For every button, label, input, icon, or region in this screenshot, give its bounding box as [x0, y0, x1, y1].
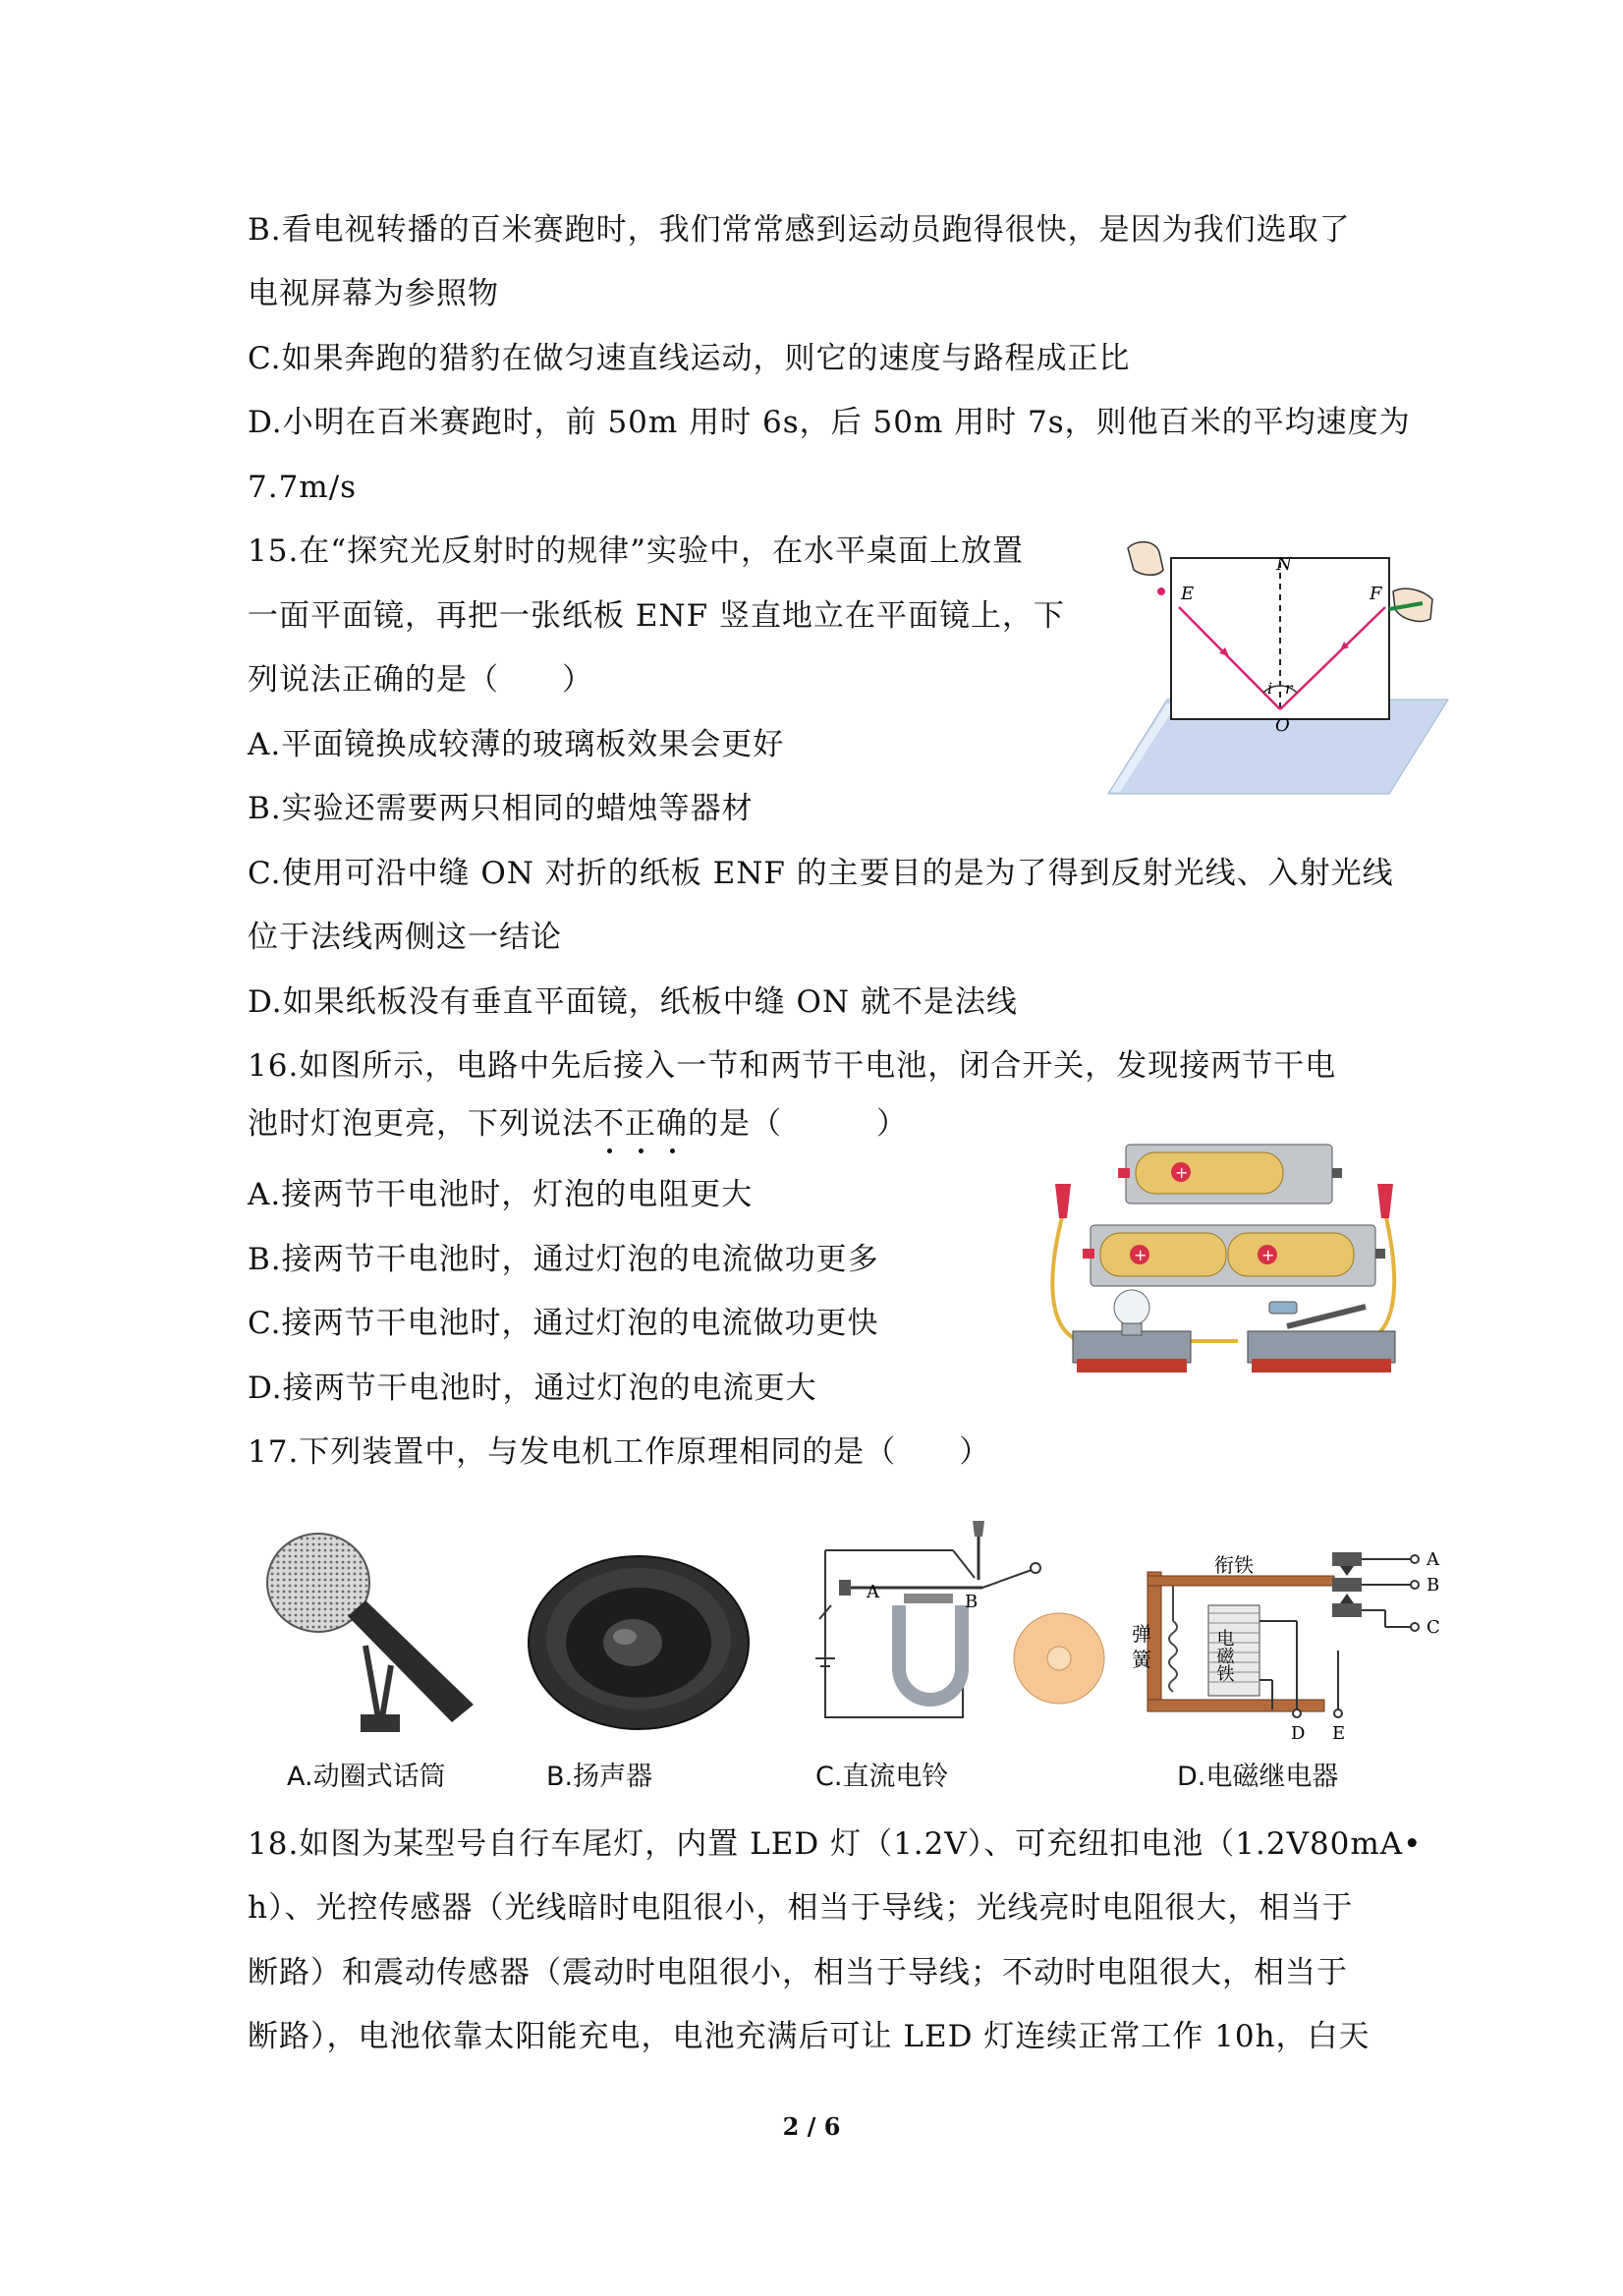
- q16-option-b: B.接两节干电池时，通过灯泡的电流做功更多: [248, 1242, 879, 1277]
- svg-text:+: +: [1175, 1163, 1189, 1182]
- label-spring-2: 簧: [1132, 1648, 1151, 1671]
- clip-right-icon: [1377, 1184, 1393, 1218]
- label-r: r: [1285, 679, 1293, 698]
- q18-stem-line4: 断路），电池依靠太阳能充电，电池充满后可让 LED 灯连续正常工作 10h，白天: [248, 2019, 1371, 2054]
- q14-option-c: C.如果奔跑的猎豹在做匀速直线运动，则它的速度与路程成正比: [248, 341, 1131, 376]
- q15-option-c-line1: C.使用可沿中缝 ON 对折的纸板 ENF 的主要目的是为了得到反射光线、入射光线: [248, 856, 1394, 891]
- q17-stem: 17.下列装置中，与发电机工作原理相同的是（ ）: [248, 1434, 991, 1470]
- emphasis-char: 正: [625, 1106, 656, 1142]
- battery-circuit-figure: [1041, 1135, 1405, 1390]
- label-f: F: [1370, 584, 1382, 604]
- bulb-icon: [1114, 1290, 1149, 1325]
- switch-icon: [1248, 1331, 1395, 1363]
- q15-option-b: B.实验还需要两只相同的蜡烛等器材: [248, 791, 754, 826]
- page-number: 2 / 6: [782, 2112, 841, 2141]
- label-coil: 电磁铁: [1213, 1629, 1235, 1682]
- svg-text:+: +: [1261, 1246, 1275, 1264]
- svg-text:+: +: [1134, 1246, 1147, 1264]
- bell-label-b: B: [965, 1592, 979, 1612]
- microphone-figure: [257, 1518, 483, 1744]
- emphasis-char: 确: [656, 1106, 688, 1142]
- relay-label-c: C: [1427, 1617, 1440, 1638]
- q16-stem-line2: 池时灯泡更亮，下列说法不正确的是（ ）: [248, 1106, 908, 1142]
- relay-label-e: E: [1332, 1723, 1346, 1744]
- bell-label-a: A: [867, 1582, 879, 1602]
- reflection-experiment-figure: [1098, 531, 1452, 806]
- speaker-figure: [523, 1540, 758, 1737]
- label-armature: 衔铁: [1214, 1553, 1254, 1577]
- q15-option-c-line2: 位于法线两侧这一结论: [248, 920, 562, 955]
- electric-bell-figure: [796, 1511, 1110, 1727]
- q14-option-d-line2: 7.7m/s: [248, 470, 358, 505]
- q15-stem-line1: 15.在“探究光反射时的规律”实验中，在水平桌面上放置: [248, 533, 1024, 569]
- emphasis-char: 不: [593, 1106, 625, 1142]
- label-i: i: [1267, 679, 1273, 698]
- q16-option-d: D.接两节干电池时，通过灯泡的电流更大: [248, 1371, 817, 1406]
- caption-option-c: C.直流电铃: [815, 1762, 949, 1792]
- relay-label-d: D: [1291, 1723, 1306, 1744]
- caption-option-b: B.扬声器: [546, 1762, 653, 1792]
- q18-stem-line1: 18.如图为某型号自行车尾灯，内置 LED 灯（1.2V）、可充纽扣电池（1.2V80mA•: [248, 1826, 1423, 1862]
- q14-option-b-line2: 电视屏幕为参照物: [248, 276, 499, 311]
- q14-option-b-line1: B.看电视转播的百米赛跑时，我们常常感到运动员跑得很快，是因为我们选取了: [248, 212, 1351, 248]
- q16-stem-line1: 16.如图所示，电路中先后接入一节和两节干电池，闭合开关，发现接两节干电: [248, 1048, 1337, 1084]
- relay-label-b: B: [1427, 1575, 1440, 1596]
- armature-bar: [1147, 1576, 1334, 1586]
- q15-stem-line3: 列说法正确的是（ ）: [248, 662, 593, 698]
- label-e: E: [1181, 584, 1195, 604]
- u-magnet-icon: [899, 1605, 962, 1700]
- caption-option-a: A.动圈式话筒: [287, 1762, 446, 1792]
- q15-option-a: A.平面镜换成较薄的玻璃板效果会更好: [248, 727, 785, 762]
- spring-icon: [1169, 1621, 1177, 1692]
- q14-option-d-line1: D.小明在百米赛跑时，前 50m 用时 6s，后 50m 用时 7s，则他百米的平均速度为: [248, 405, 1411, 440]
- left-hand-icon: [1128, 542, 1163, 576]
- q18-stem-line2: h）、光控传感器（光线暗时电阻很小，相当于导线；光线亮时电阻很大，相当于: [248, 1890, 1354, 1926]
- label-o: O: [1275, 715, 1290, 736]
- q16-option-a: A.接两节干电池时，灯泡的电阻更大: [248, 1177, 754, 1212]
- q18-stem-line3: 断路）和震动传感器（震动时电阻很小，相当于导线；不动时电阻很大，相当于: [248, 1955, 1348, 1990]
- relay-figure: [1130, 1533, 1454, 1749]
- caption-option-d: D.电磁继电器: [1177, 1762, 1339, 1792]
- q15-stem-line2: 一面平面镜，再把一张纸板 ENF 竖直地立在平面镜上，下: [248, 598, 1065, 634]
- q15-option-d: D.如果纸板没有垂直平面镜，纸板中缝 ON 就不是法线: [248, 984, 1018, 1020]
- label-n: N: [1276, 554, 1292, 575]
- label-spring-1: 弹: [1132, 1622, 1151, 1646]
- clip-left-icon: [1055, 1184, 1071, 1218]
- q16-option-c: C.接两节干电池时，通过灯泡的电流做功更快: [248, 1306, 879, 1341]
- relay-label-a: A: [1427, 1549, 1439, 1570]
